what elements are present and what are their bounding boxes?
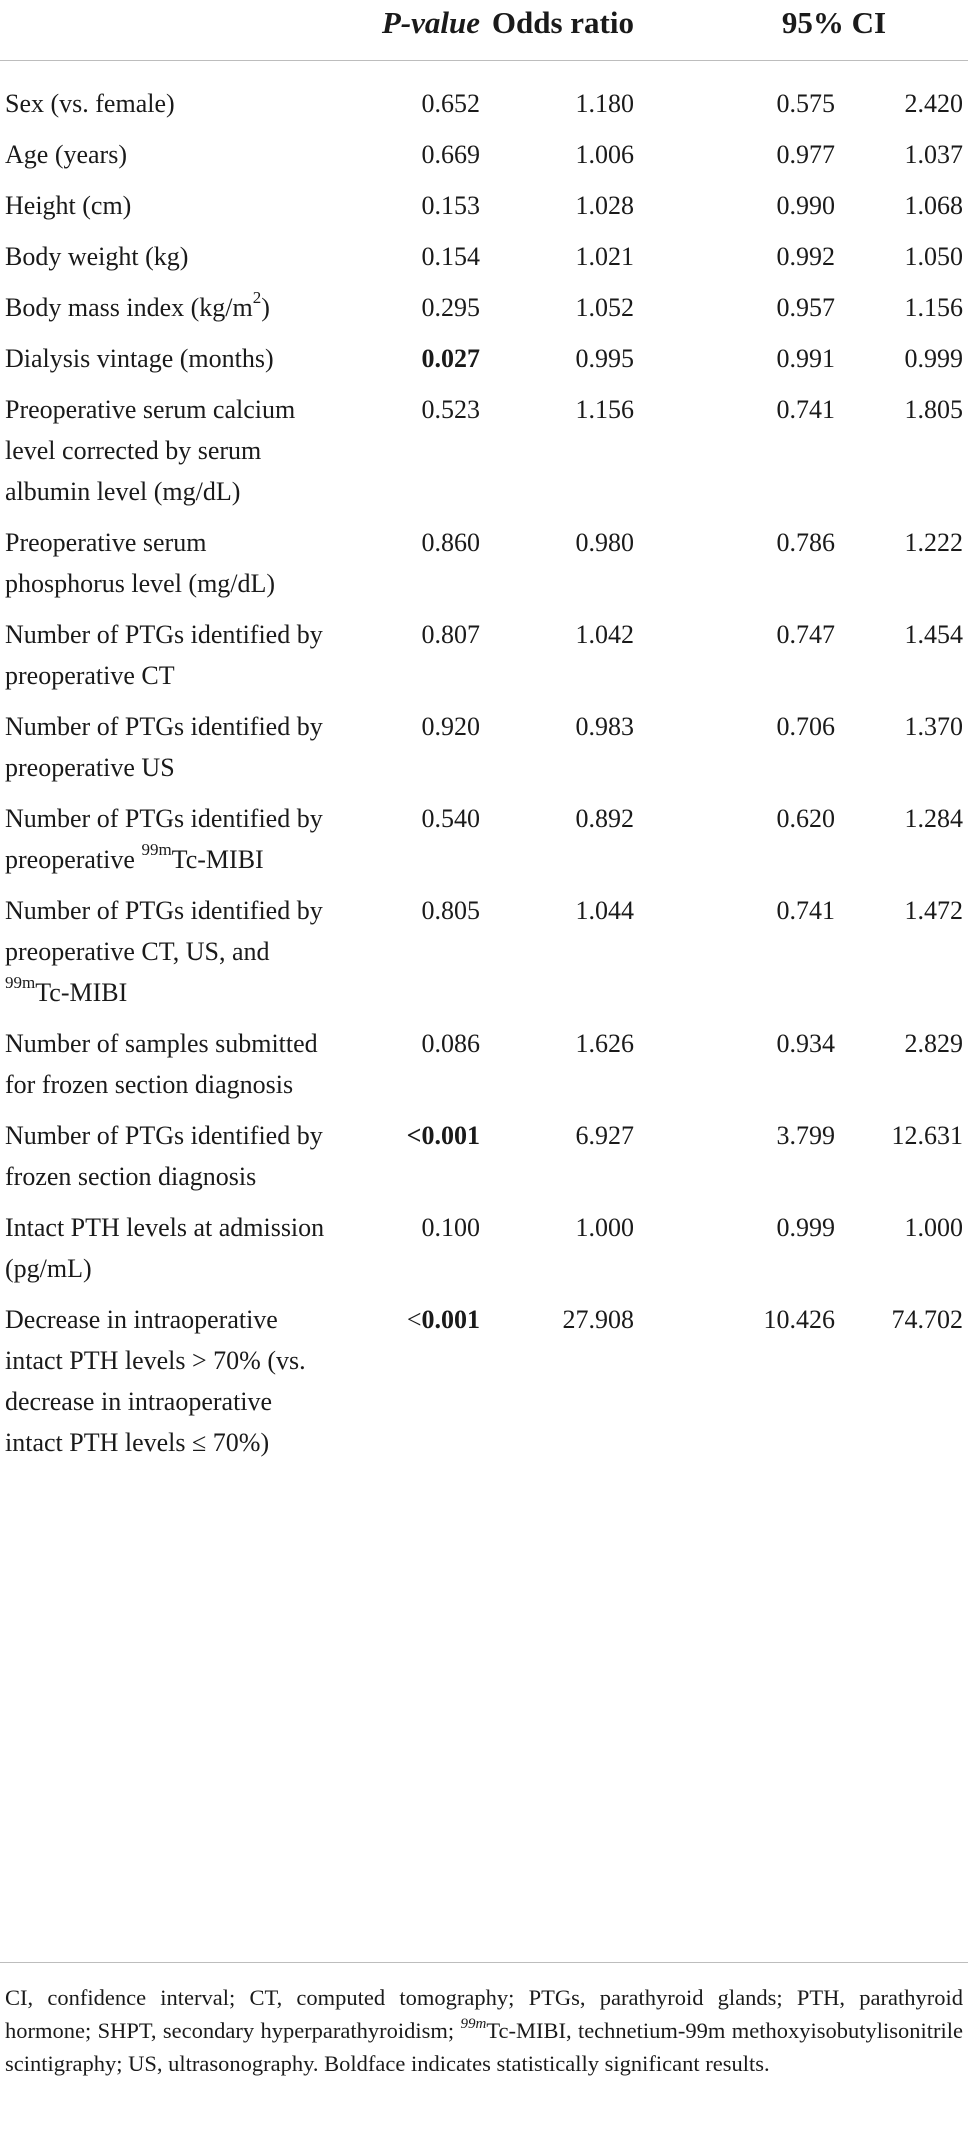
variable-cell — [0, 890, 340, 1023]
odds-ratio-cell: 1.156 — [575, 395, 634, 424]
ci-upper-cell: 1.156 — [904, 293, 964, 322]
table-row — [0, 614, 968, 706]
odds-ratio-cell: 1.626 — [575, 1029, 634, 1058]
variable-cell — [0, 134, 340, 185]
variable-superscript: 99m — [5, 973, 36, 993]
variable-cell — [0, 706, 340, 798]
variable-label: Intact PTH levels at admission (pg/mL) — [5, 1213, 325, 1283]
ci-lower-cell: 0.741 — [776, 896, 835, 925]
p-value: 0.001 — [421, 1305, 480, 1334]
variable-label: Number of samples submitted for frozen section diagnosis — [5, 1029, 318, 1099]
ci-upper-cell: 2.829 — [904, 1029, 964, 1058]
ci-upper-cell: 2.420 — [904, 89, 964, 118]
table-row — [0, 185, 968, 236]
p-value: 0.920 — [421, 712, 480, 741]
table-body — [0, 61, 968, 1480]
ci-lower-cell: 0.706 — [776, 712, 835, 741]
variable-superscript: 99m — [141, 840, 172, 860]
table-row — [0, 236, 968, 287]
odds-ratio-cell: 27.908 — [562, 1305, 634, 1334]
variable-cell — [0, 614, 340, 706]
variable-label: Preoperative serum calcium level corrected by serum albumin level (mg/dL) — [5, 395, 296, 506]
variable-label: Number of PTGs identified by preoperative CT, US, and — [5, 896, 323, 966]
ci-lower-cell: 3.799 — [776, 1121, 835, 1150]
odds-ratio-cell: 1.180 — [575, 89, 634, 118]
variable-cell — [0, 1023, 340, 1115]
odds-ratio-cell: 6.927 — [575, 1121, 634, 1150]
ci-lower-cell: 0.575 — [776, 89, 835, 118]
ci-upper-cell: 1.370 — [904, 712, 964, 741]
header-ci: 95% CI — [660, 0, 968, 61]
variable-label: Body weight (kg) — [5, 242, 189, 271]
variable-label: Number of PTGs identified by preoperative — [5, 804, 323, 874]
variable-cell — [0, 61, 340, 135]
ci-lower-cell: 0.990 — [776, 191, 835, 220]
table-row — [0, 389, 968, 522]
ci-lower-cell: 10.426 — [763, 1305, 835, 1334]
variable-cell — [0, 236, 340, 287]
p-value-cell — [340, 287, 480, 338]
p-value-cell — [340, 236, 480, 287]
p-value-cell — [340, 706, 480, 798]
variable-label-suffix: ) — [261, 293, 270, 322]
variable-label: Body mass index (kg/m — [5, 293, 253, 322]
p-value-cell — [340, 134, 480, 185]
table-row — [0, 338, 968, 389]
variable-label: Sex (vs. female) — [5, 89, 175, 118]
p-value-less-than: < — [406, 1305, 422, 1334]
variable-cell — [0, 185, 340, 236]
odds-ratio-cell: 1.052 — [575, 293, 634, 322]
variable-cell — [0, 1207, 340, 1299]
table-header — [0, 0, 968, 61]
ci-upper-cell: 1.454 — [904, 620, 964, 649]
ci-upper-cell: 1.050 — [904, 242, 964, 271]
variable-label-suffix: Tc-MIBI — [35, 978, 128, 1007]
p-value-cell — [340, 1299, 480, 1479]
variable-label: Age (years) — [5, 140, 127, 169]
ci-lower-cell: 0.786 — [776, 528, 835, 557]
p-value: 0.523 — [421, 395, 480, 424]
footnote-superscript: 99m — [460, 2015, 487, 2032]
odds-ratio-cell: 1.006 — [575, 140, 634, 169]
table-row — [0, 706, 968, 798]
p-value: 0.027 — [421, 344, 480, 373]
variable-cell — [0, 1299, 340, 1479]
odds-ratio-cell: 0.995 — [575, 344, 634, 373]
p-value-cell — [340, 798, 480, 890]
p-value: 0.100 — [421, 1213, 480, 1242]
variable-label: Number of PTGs identified by frozen section diagnosis — [5, 1121, 323, 1191]
p-value-cell — [340, 1115, 480, 1207]
footnote-text-start: CI, confidence interval; CT, computed tomography; PTGs, parathyroid glands; PTH, parathyroid hormone; SHPT, secondary hyperparathyroidism; — [5, 1985, 963, 2043]
variable-cell — [0, 338, 340, 389]
p-value: 0.086 — [421, 1029, 480, 1058]
variable-label: Preoperative serum phosphorus level (mg/dL) — [5, 528, 276, 598]
odds-ratio-cell: 1.028 — [575, 191, 634, 220]
p-value: 0.001 — [421, 1121, 480, 1150]
table-row — [0, 1207, 968, 1299]
table-row — [0, 522, 968, 614]
ci-lower-cell: 0.620 — [776, 804, 835, 833]
variable-label: Dialysis vintage (months) — [5, 344, 274, 373]
p-value: 0.805 — [421, 896, 480, 925]
ci-lower-cell: 0.747 — [776, 620, 835, 649]
table-row — [0, 287, 968, 338]
table-row — [0, 798, 968, 890]
table-row — [0, 1115, 968, 1207]
p-value-cell — [340, 1023, 480, 1115]
ci-upper-cell: 1.037 — [904, 140, 964, 169]
p-value: 0.860 — [421, 528, 480, 557]
header-p-value: P-value — [340, 0, 480, 61]
header-odds-ratio: Odds ratio — [480, 0, 660, 61]
ci-upper-cell: 1.472 — [904, 896, 964, 925]
ci-lower-cell: 0.999 — [776, 1213, 835, 1242]
table-row — [0, 1299, 968, 1479]
variable-superscript: 2 — [252, 288, 262, 308]
variable-cell — [0, 1115, 340, 1207]
p-value: 0.652 — [421, 89, 480, 118]
ci-lower-cell: 0.991 — [776, 344, 835, 373]
p-value-cell — [340, 614, 480, 706]
variable-label: Number of PTGs identified by preoperative US — [5, 712, 323, 782]
p-value: 0.154 — [421, 242, 480, 271]
ci-lower-cell: 0.992 — [776, 242, 835, 271]
header-variable — [0, 0, 340, 61]
p-value-cell — [340, 522, 480, 614]
ci-upper-cell: 1.000 — [904, 1213, 964, 1242]
p-value: 0.540 — [421, 804, 480, 833]
ci-upper-cell: 12.631 — [891, 1121, 964, 1150]
variable-cell — [0, 798, 340, 890]
ci-lower-cell: 0.957 — [776, 293, 835, 322]
variable-cell — [0, 287, 340, 338]
p-value: 0.153 — [421, 191, 480, 220]
ci-upper-cell: 74.702 — [891, 1305, 964, 1334]
variable-label: Number of PTGs identified by preoperative CT — [5, 620, 323, 690]
ci-lower-cell: 0.741 — [776, 395, 835, 424]
ci-upper-cell: 1.284 — [904, 804, 964, 833]
odds-ratio-cell: 1.042 — [575, 620, 634, 649]
table-row — [0, 890, 968, 1023]
odds-ratio-cell: 1.044 — [575, 896, 634, 925]
ci-lower-cell: 0.977 — [776, 140, 835, 169]
ci-upper-cell: 0.999 — [904, 344, 964, 373]
footnote-text-end: Tc-MIBI, technetium-99m methoxyisobutylisonitrile scintigraphy; US, ultrasonography. Boldface indicates statistically significant results. — [5, 2018, 963, 2076]
variable-label: Height (cm) — [5, 191, 132, 220]
variable-label-suffix: Tc-MIBI — [171, 845, 264, 874]
table-footnote — [0, 1962, 968, 2080]
ci-upper-cell: 1.222 — [904, 528, 964, 557]
odds-ratio-cell: 1.021 — [575, 242, 634, 271]
p-value-cell — [340, 185, 480, 236]
variable-cell — [0, 522, 340, 614]
odds-ratio-cell: 0.983 — [575, 712, 634, 741]
p-value: 0.295 — [421, 293, 480, 322]
p-value: 0.669 — [421, 140, 480, 169]
p-value-cell — [340, 389, 480, 522]
table-row — [0, 1023, 968, 1115]
table-row — [0, 134, 968, 185]
p-value: 0.807 — [421, 620, 480, 649]
variable-label: Decrease in intraoperative intact PTH levels > 70% (vs. decrease in intraoperative intact PTH levels ≤ 70%) — [5, 1305, 306, 1457]
ci-lower-cell: 0.934 — [776, 1029, 835, 1058]
odds-ratio-cell: 0.980 — [575, 528, 634, 557]
ci-upper-cell: 1.068 — [904, 191, 964, 220]
odds-ratio-cell: 0.892 — [575, 804, 634, 833]
p-value-less-than: < — [406, 1121, 422, 1150]
p-value-cell — [340, 61, 480, 135]
p-value-cell — [340, 890, 480, 1023]
p-value-cell — [340, 338, 480, 389]
table-row — [0, 61, 968, 135]
p-value-cell — [340, 1207, 480, 1299]
variable-cell — [0, 389, 340, 522]
odds-ratio-cell: 1.000 — [575, 1213, 634, 1242]
ci-upper-cell: 1.805 — [904, 395, 964, 424]
